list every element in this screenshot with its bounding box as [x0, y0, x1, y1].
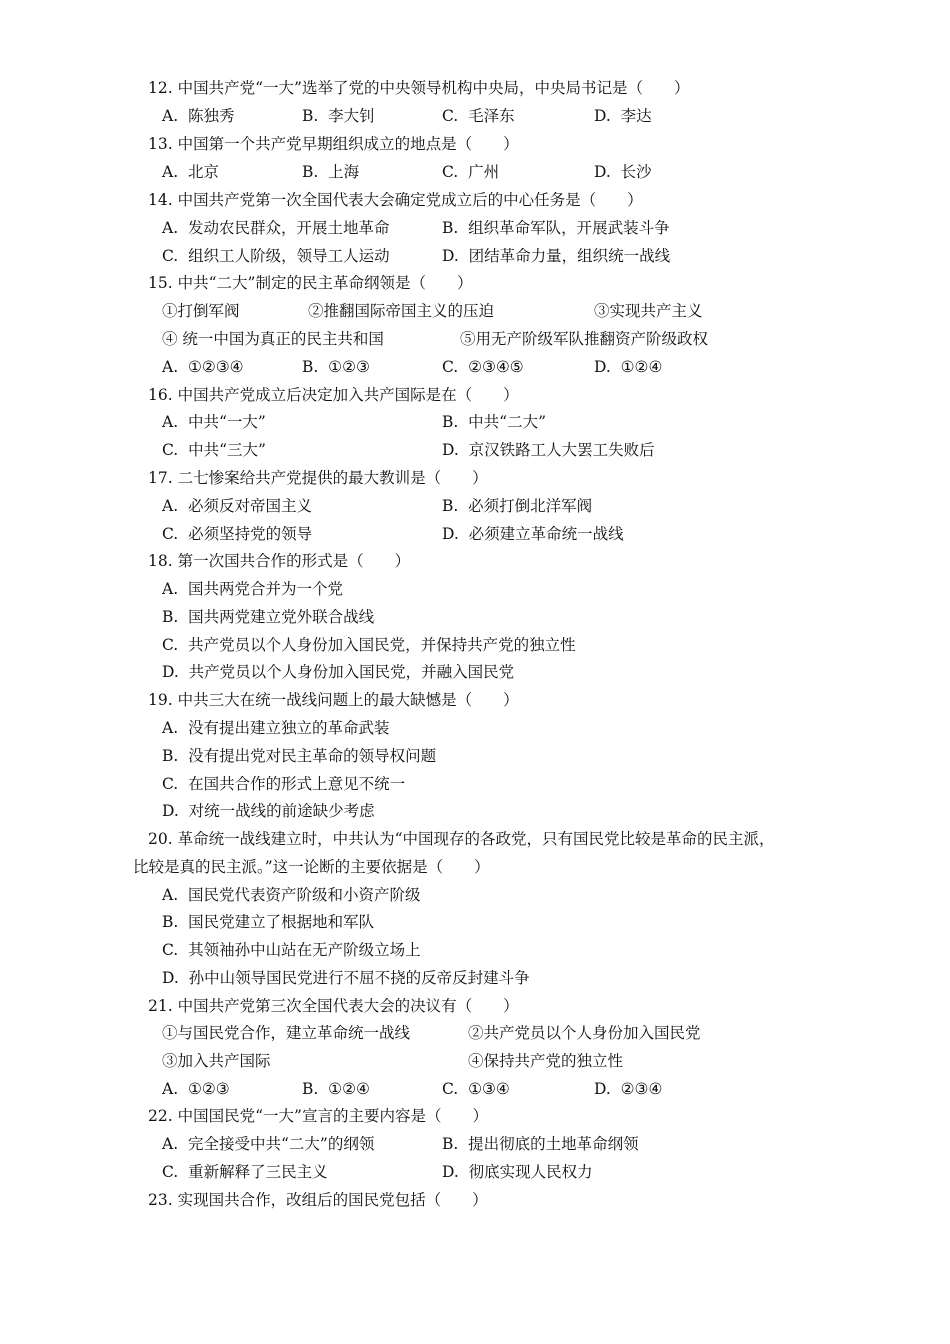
question-20-continued: 比较是真的民主派。”这一论断的主要依据是（ ）: [133, 858, 490, 876]
statement-4: ④ 统一中国为真正的民主共和国: [162, 330, 384, 348]
option-b: B. 组织革命军队，开展武装斗争: [442, 219, 670, 237]
option-b: B. 李大钊: [302, 107, 375, 125]
option-c: C. 重新解释了三民主义: [162, 1163, 328, 1181]
question-12: 12. 中国共产党“一大”选举了党的中央领导机构中央局，中央局书记是（ ）: [148, 79, 690, 97]
question-18: 18. 第一次国共合作的形式是（ ）: [148, 552, 411, 570]
option-c: C. 毛泽东: [442, 107, 515, 125]
option-c: C. ①③④: [442, 1080, 510, 1098]
statement-2: ②推翻国际帝国主义的压迫: [308, 302, 495, 320]
option-d: D. 长沙: [594, 163, 652, 181]
question-13: 13. 中国第一个共产党早期组织成立的地点是（ ）: [148, 135, 519, 153]
option-d: D. 对统一战线的前途缺少考虑: [162, 802, 375, 820]
question-19: 19. 中共三大在统一战线问题上的最大缺憾是（ ）: [148, 691, 519, 709]
statement-1: ①与国民党合作，建立革命统一战线: [162, 1024, 411, 1042]
statement-3: ③实现共产主义: [594, 302, 703, 320]
statement-2: ②共产党员以个人身份加入国民党: [468, 1024, 701, 1042]
option-b: B. 国民党建立了根据地和军队: [162, 913, 375, 931]
option-d: D. 共产党员以个人身份加入国民党，并融入国民党: [162, 663, 515, 681]
option-b: B. 国共两党建立党外联合战线: [162, 608, 375, 626]
question-23: 23. 实现国共合作，改组后的国民党包括（ ）: [148, 1191, 488, 1209]
statement-5: ⑤用无产阶级军队推翻资产阶级政权: [460, 330, 709, 348]
option-b: B. 上海: [302, 163, 360, 181]
option-a: A. 中共“一大”: [162, 413, 266, 431]
option-d: D. ①②④: [594, 358, 663, 376]
option-b: B. 提出彻底的土地革命纲领: [442, 1135, 639, 1153]
option-c: C. 组织工人阶级，领导工人运动: [162, 247, 390, 265]
option-c: C. 广州: [442, 163, 500, 181]
option-d: D. 京汉铁路工人大罢工失败后: [442, 441, 655, 459]
option-a: A. 完全接受中共“二大”的纲领: [162, 1135, 375, 1153]
option-a: A. 国民党代表资产阶级和小资产阶级: [162, 886, 421, 904]
question-21: 21. 中国共产党第三次全国代表大会的决议有（ ）: [148, 997, 519, 1015]
option-a: A. ①②③④: [162, 358, 244, 376]
option-a: A. ①②③: [162, 1080, 230, 1098]
statement-3: ③加入共产国际: [162, 1052, 271, 1070]
question-22: 22. 中国国民党“一大”宣言的主要内容是（ ）: [148, 1107, 488, 1125]
option-c: C. 共产党员以个人身份加入国民党，并保持共产党的独立性: [162, 636, 576, 654]
option-c: C. 其领袖孙中山站在无产阶级立场上: [162, 941, 421, 959]
question-15: 15. 中共“二大”制定的民主革命纲领是（ ）: [148, 274, 473, 292]
option-b: B. 中共“二大”: [442, 413, 547, 431]
question-16: 16. 中国共产党成立后决定加入共产国际是在（ ）: [148, 386, 519, 404]
option-a: A. 没有提出建立独立的革命武装: [162, 719, 390, 737]
option-d: D. 必须建立革命统一战线: [442, 525, 624, 543]
option-d: D. 彻底实现人民权力: [442, 1163, 593, 1181]
option-d: D. 孙中山领导国民党进行不屈不挠的反帝反封建斗争: [162, 969, 530, 987]
option-b: B. 必须打倒北洋军阀: [442, 497, 593, 515]
option-a: A. 国共两党合并为一个党: [162, 580, 343, 598]
option-a: A. 陈独秀: [162, 107, 235, 125]
question-20: 20. 革命统一战线建立时，中共认为“中国现存的各政党，只有国民党比较是革命的民主派，: [148, 830, 775, 848]
option-d: D. 团结革命力量，组织统一战线: [442, 247, 671, 265]
option-c: C. 必须坚持党的领导: [162, 525, 313, 543]
question-17: 17. 二七惨案给共产党提供的最大教训是（ ）: [148, 469, 488, 487]
option-d: D. ②③④: [594, 1080, 663, 1098]
option-c: C. 中共“三大”: [162, 441, 266, 459]
option-b: B. 没有提出党对民主革命的领导权问题: [162, 747, 437, 765]
option-c: C. ②③④⑤: [442, 358, 524, 376]
option-a: A. 必须反对帝国主义: [162, 497, 312, 515]
option-b: B. ①②③: [302, 358, 370, 376]
question-14: 14. 中国共产党第一次全国代表大会确定党成立后的中心任务是（ ）: [148, 191, 643, 209]
option-d: D. 李达: [594, 107, 652, 125]
statement-4: ④保持共产党的独立性: [468, 1052, 624, 1070]
statement-1: ①打倒军阀: [162, 302, 240, 320]
option-b: B. ①②④: [302, 1080, 370, 1098]
option-a: A. 北京: [162, 163, 219, 181]
option-a: A. 发动农民群众，开展土地革命: [162, 219, 390, 237]
option-c: C. 在国共合作的形式上意见不统一: [162, 775, 406, 793]
